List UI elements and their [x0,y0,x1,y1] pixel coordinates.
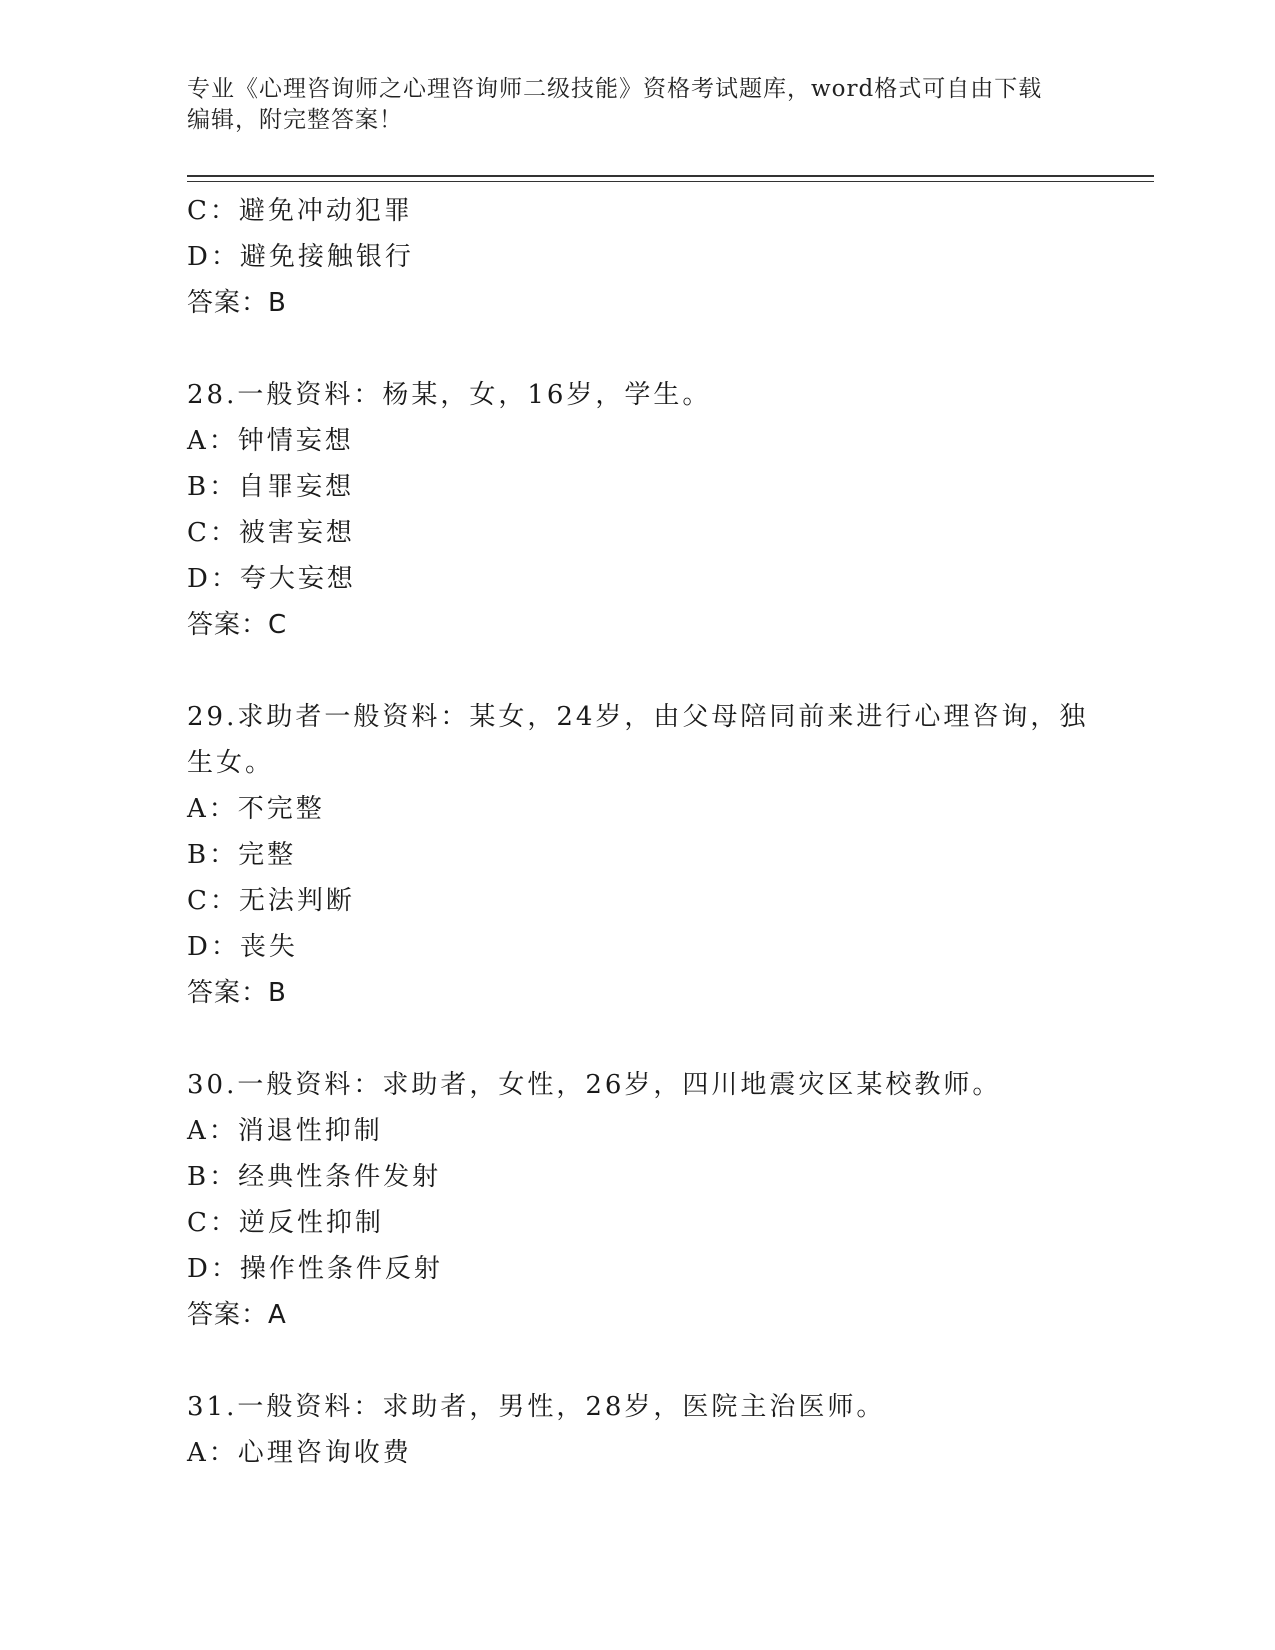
document-header [187,74,1067,136]
option-c: C：被害妄想 [187,518,355,548]
option-a: A：心理咨询收费 [187,1438,412,1468]
answer: 答案：B [187,288,287,318]
option-c: C：无法判断 [187,886,355,916]
option-c: C：避免冲动犯罪 [187,196,413,226]
header-line-2: 编辑，附完整答案！ [187,107,403,133]
option-b: B：完整 [187,840,297,870]
question-28 [187,372,1087,648]
spacer [187,1338,1087,1384]
question-text-line-1: 29.求助者一般资料：某女，24岁，由父母陪同前来进行心理咨询，独 [187,702,1089,732]
question-27 [187,188,1087,326]
option-a: A：钟情妄想 [187,426,354,456]
question-31 [187,1384,1087,1476]
option-a: A：消退性抑制 [187,1116,383,1146]
spacer [187,1016,1087,1062]
answer: 答案：A [187,1300,287,1330]
option-b: B：自罪妄想 [187,472,355,502]
question-text: 30.一般资料：求助者，女性，26岁，四川地震灾区某校教师。 [187,1070,1002,1100]
header-divider-thin [187,181,1154,182]
question-30 [187,1062,1087,1338]
question-list [187,188,1087,1476]
answer: 答案：C [187,610,288,640]
question-text: 28.一般资料：杨某，女，16岁，学生。 [187,380,712,410]
question-text-line-2: 生女。 [187,748,275,778]
option-d: D：避免接触银行 [187,242,414,272]
question-29 [187,694,1087,1016]
header-divider-thick [187,175,1154,177]
answer: 答案：B [187,978,287,1008]
option-c: C：逆反性抑制 [187,1208,384,1238]
option-b: B：经典性条件发射 [187,1162,442,1192]
option-d: D：夸大妄想 [187,564,356,594]
spacer [187,648,1087,694]
question-text: 31.一般资料：求助者，男性，28岁，医院主治医师。 [187,1392,886,1422]
option-d: D：丧失 [187,932,298,962]
option-d: D：操作性条件反射 [187,1254,443,1284]
option-a: A：不完整 [187,794,325,824]
header-line-1: 专业《心理咨询师之心理咨询师二级技能》资格考试题库，word格式可自由下载 [187,76,1043,102]
spacer [187,326,1087,372]
